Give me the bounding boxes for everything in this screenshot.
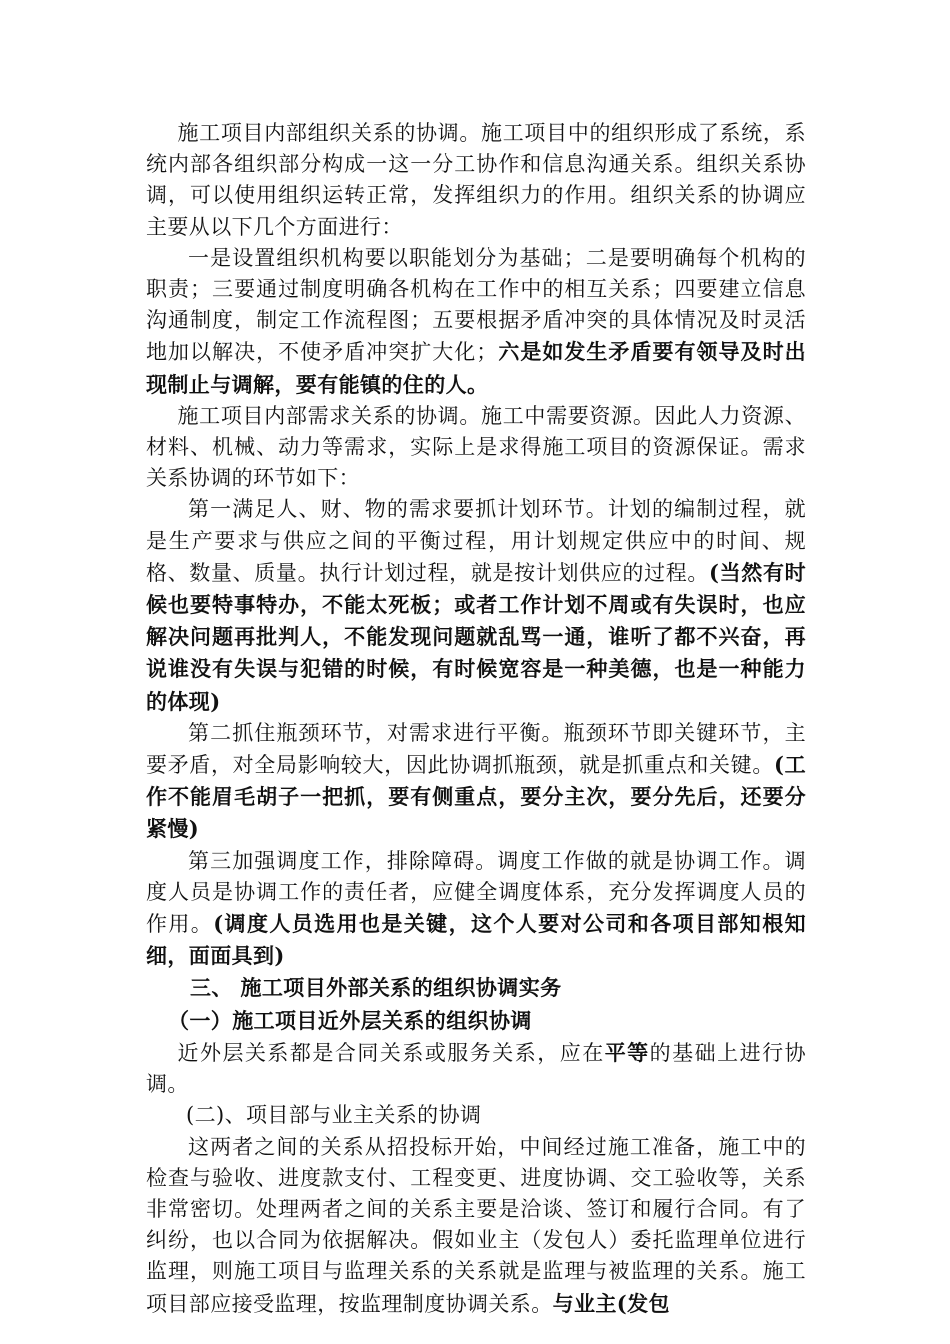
text-run: 的基础上进行协调。 [146,1040,806,1097]
text-run-bold: (当然有时候也要特事特办，不能太死板；或者工作计划不周或有失误时，也应解决问题再批判人，不能发现问题就乱骂一通，谁听了都不兴奋，再说谁没有失误与犯错的时候，有时候宽容是一种美德，也是一种能力的体现) [146,559,807,714]
heading-text: （一）施工项目近外层关系的组织协调 [168,1007,532,1033]
para-org-relation [146,118,806,243]
text-run: 近外层关系都是合同关系或服务关系，应在 [177,1040,605,1065]
text-run: 这两者之间的关系从招投标开始，中间经过施工准备，施工中的检查与验收、进度款支付、工程变更、进度协调、交工验收等，关系非常密切。处理两者之间的关系主要是洽谈、签订和履行合同。有了纠纷，也以合同为依据解决。假如业主（发包人）委托监理单位进行监理，则施工项目与监理关系的关系就是监理与被监理的关系。施工项目部应接受监理，按监理制度协调关系。 [146,1134,806,1316]
para-near-outer [146,1037,806,1100]
heading-text: 三、 施工项目外部关系的组织协调实务 [190,975,562,1001]
text-run: 施工项目内部需求关系的协调。施工中需要资源。因此人力资源、材料、机械、动力等需求，实际上是求得施工项目的资源保证。需求关系协调的环节如下： [146,403,806,491]
heading-sub-1 [146,1005,806,1037]
text-run-bold: 与业主(发包 [552,1290,670,1316]
heading-text: (二)、项目部与业主关系的协调 [186,1103,482,1128]
document-page [146,118,806,1320]
heading-section-3 [146,972,806,1004]
text-run-bold: 平等 [604,1039,650,1065]
para-org-methods [146,243,806,401]
text-run-bold: (工作不能眉毛胡子一把抓，要有侧重点，要分主次，要分先后，还要分紧慢) [146,752,806,842]
text-run: 第一满足人、财、物的需求要抓计划环节。计划的编制过程，就是生产要求与供应之间的平衡过程，用计划规定供应中的时间、规格、数量、质量。执行计划过程，就是按计划供应的过程。 [146,497,806,585]
text-run: 施工项目内部组织关系的协调。施工项目中的组织形成了系统，系统内部各组织部分构成一这一分工协作和信息沟通关系。组织关系协调，可以使用组织运转正常，发挥组织力的作用。组织关系的协调应主要从以下几个方面进行： [146,121,806,239]
para-demand-second [146,718,806,846]
heading-sub-2 [146,1100,806,1131]
text-run: 第三加强调度工作，排除障碍。调度工作做的就是协调工作。调度人员是协调工作的责任者，应健全调度体系，充分发挥调度人员的作用。 [146,848,806,937]
para-owner-relation [146,1132,806,1320]
text-run-bold: 六是如发生矛盾要有领导及时出现制止与调解，要有能镇的住的人。 [146,339,806,397]
para-demand-first [146,494,806,717]
text-run-bold: (调度人员选用也是关键，这个人要对公司和各项目部知根知细，面面具到) [146,911,807,969]
text-run: 一是设置组织机构要以职能划分为基础；二是要明确每个机构的职责；三要通过制度明确各机构在工作中的相互关系；四要建立信息沟通制度，制定工作流程图；五要根据矛盾冲突的具体情况及时灵活地加以解决，不使矛盾冲突扩大化； [146,245,806,365]
para-demand-third [146,846,806,973]
text-run: 第二抓住瓶颈环节，对需求进行平衡。瓶颈环节即关键环节，主要矛盾，对全局影响较大，因此协调抓瓶颈，就是抓重点和关键。 [146,720,806,778]
para-demand-relation [146,401,806,495]
